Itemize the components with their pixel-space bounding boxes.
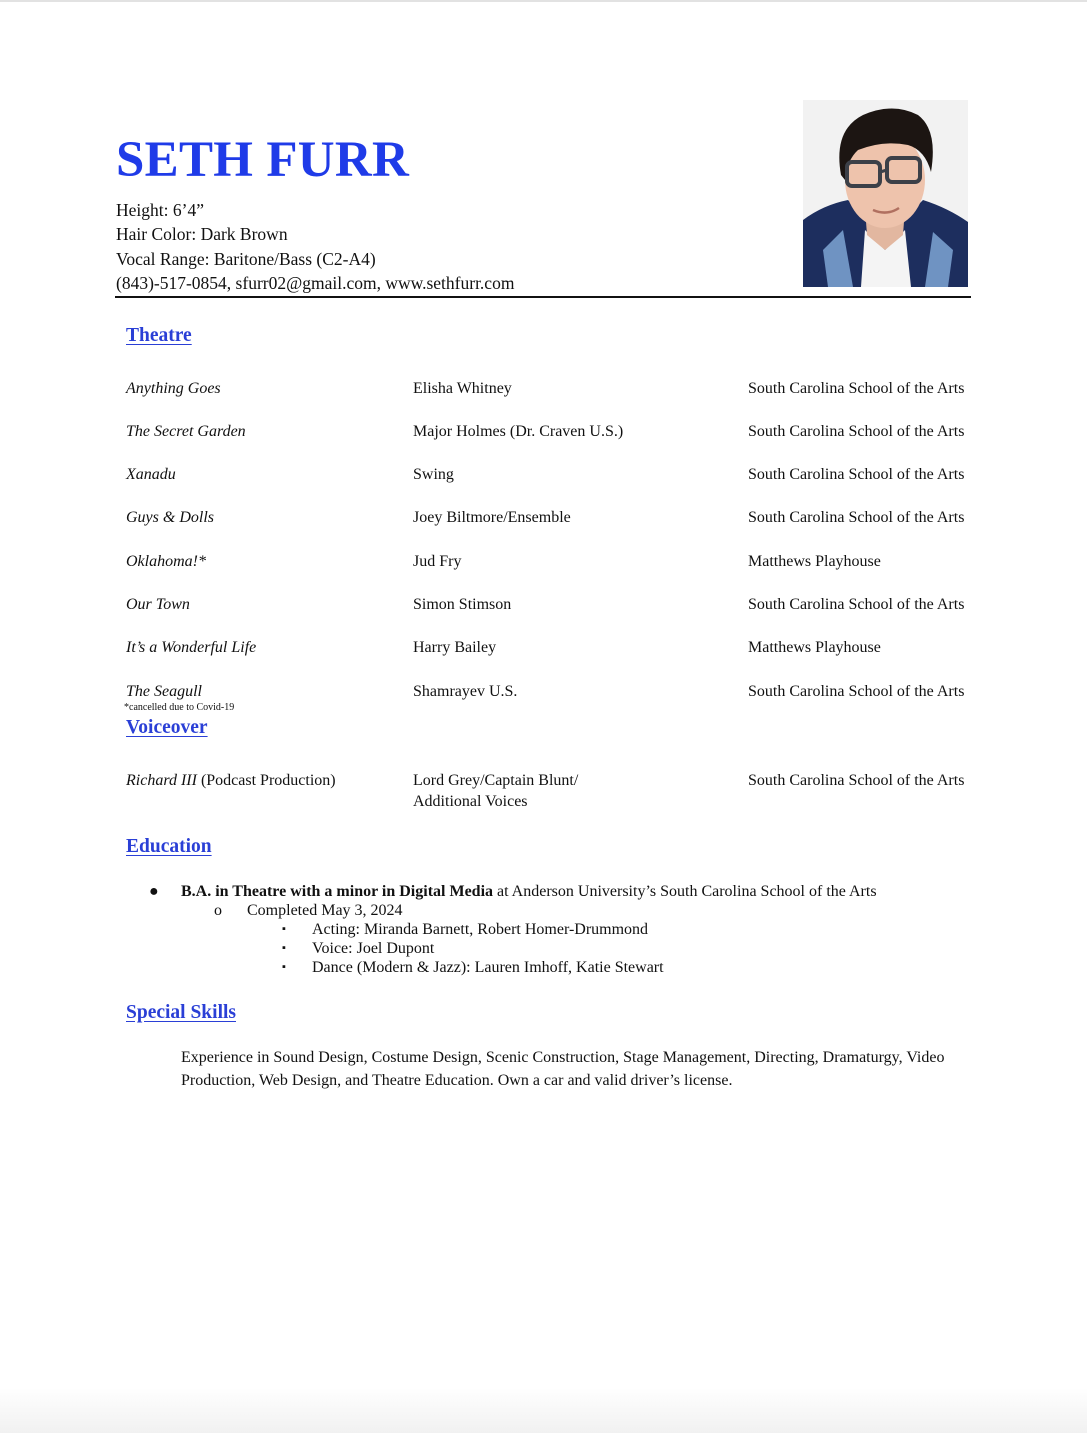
show-title (126, 770, 336, 791)
role: Joey Biltmore/Ensemble (413, 509, 571, 526)
venue: South Carolina School of the Arts (748, 596, 965, 613)
degree-text (181, 882, 877, 901)
role: Jud Fry (413, 553, 462, 570)
section-title-education: Education (126, 836, 212, 857)
height-line: Height: 6’4” (116, 200, 204, 220)
show-title: Oklahoma!* (126, 553, 206, 570)
square-bullet-icon: ▪ (282, 942, 286, 954)
degree-school: at Anderson University’s South Carolina School of the Arts (493, 883, 877, 900)
venue: Matthews Playhouse (748, 553, 881, 570)
teacher-voice: Voice: Joel Dupont (312, 940, 435, 957)
show-title: Xanadu (126, 466, 176, 483)
square-bullet-icon: ▪ (282, 961, 286, 973)
vocal-range-line: Vocal Range: Baritone/Bass (C2-A4) (116, 248, 376, 269)
hair-color-line: Hair Color: Dark Brown (116, 224, 288, 245)
contact-line: (843)-517-0854, sfurr02@gmail.com, www.sethfurr.com (116, 272, 515, 293)
venue: South Carolina School of the Arts (748, 380, 965, 397)
teacher-dance: Dance (Modern & Jazz): Lauren Imhoff, Katie Stewart (312, 959, 664, 976)
venue: Matthews Playhouse (748, 639, 881, 656)
role-line-1: Lord Grey/Captain Blunt/ (413, 772, 579, 789)
degree-item (0, 882, 1087, 901)
role-line-2: Additional Voices (413, 793, 528, 810)
show-title: The Seagull (126, 683, 202, 700)
header-divider (115, 296, 971, 298)
degree-name: B.A. in Theatre with a minor in Digital Media (181, 883, 494, 900)
section-title-special-skills: Special Skills (126, 1002, 236, 1023)
completed-item (0, 901, 1087, 920)
role: Major Holmes (Dr. Craven U.S.) (413, 423, 624, 440)
resume-name: SETH FURR (116, 132, 410, 188)
show-title: It’s a Wonderful Life (126, 639, 257, 656)
skills-paragraph: Experience in Sound Design, Costume Design, Scenic Construction, Stage Management, Directing, Dramaturgy, Video Production, Web Design, and Theatre Education. Own a car and valid driver’s license. (181, 1049, 945, 1089)
page-bottom-edge (0, 1388, 1087, 1433)
page-top-edge (0, 0, 1087, 2)
venue: South Carolina School of the Arts (748, 466, 965, 483)
show-name: Richard III (126, 772, 197, 789)
show-title: Anything Goes (126, 380, 221, 397)
covid-footnote: *cancelled due to Covid-19 (124, 702, 235, 713)
role: Harry Bailey (413, 639, 497, 656)
bullet-icon: ● (149, 883, 159, 900)
role: Shamrayev U.S. (413, 683, 518, 700)
headshot-photo (803, 100, 968, 287)
show-title: Guys & Dolls (126, 509, 214, 526)
show-title: Our Town (126, 596, 190, 613)
personal-info (116, 198, 514, 295)
teacher-acting: Acting: Miranda Barnett, Robert Homer-Drummond (312, 921, 649, 938)
circle-bullet-icon: o (214, 902, 222, 919)
section-title-voiceover: Voiceover (126, 717, 208, 738)
venue: South Carolina School of the Arts (748, 509, 965, 526)
venue: South Carolina School of the Arts (748, 772, 965, 789)
role: Elisha Whitney (413, 380, 512, 397)
teacher-item (0, 920, 1087, 939)
role: Simon Stimson (413, 596, 512, 613)
teacher-item (0, 939, 1087, 958)
role (413, 770, 578, 812)
show-note: (Podcast Production) (196, 772, 336, 789)
venue: South Carolina School of the Arts (748, 423, 965, 440)
show-title: The Secret Garden (126, 423, 246, 440)
square-bullet-icon: ▪ (282, 923, 286, 935)
venue: South Carolina School of the Arts (748, 683, 965, 700)
role: Swing (413, 466, 454, 483)
teacher-item (0, 958, 1087, 977)
section-title-theatre: Theatre (126, 325, 192, 346)
completed-date: Completed May 3, 2024 (247, 902, 403, 919)
